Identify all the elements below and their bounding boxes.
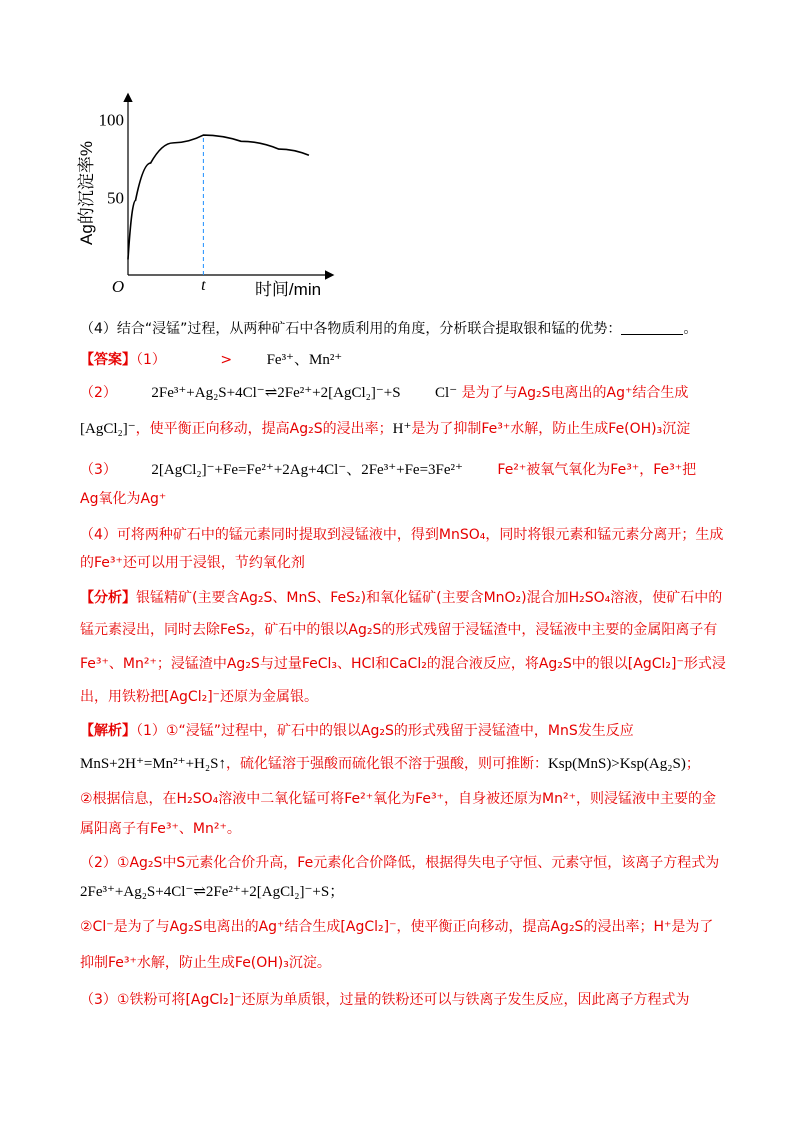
- answer-line-6: [80, 524, 723, 544]
- explain-text-3: ②根据信息，在H₂SO₄溶液中二氧化锰可将Fe²⁺氧化为Fe³⁺，自身被还原为Mn²⁺，则浸锰液中主要的金: [80, 791, 716, 807]
- analysis-text-3: Fe³⁺、Mn²⁺；浸锰渣中Ag₂S与过量FeCl₃、HCl和CaCl₂的混合液反应，将Ag₂S中的银以[AgCl₂]⁻形式浸: [80, 656, 726, 672]
- answer-number-1: （1）: [136, 352, 166, 368]
- answer-number-2: （2）: [80, 385, 117, 401]
- answer-3-text-1: Fe²⁺被氧气氧化为Fe³⁺，Fe³⁺把: [497, 462, 697, 478]
- answer-line-3: [80, 418, 690, 438]
- answer-2-cl: Cl⁻: [435, 385, 458, 401]
- analysis-text-4: 出，用铁粉把[AgCl₂]⁻还原为金属银。: [80, 689, 319, 705]
- answer-line-1: [80, 348, 342, 369]
- y-tick-100: 100: [98, 110, 124, 130]
- explain-text-4: 属阳离子有Fe³⁺、Mn²⁺。: [80, 821, 241, 837]
- answer-line-5: [80, 488, 166, 508]
- answer-2-text-2: ，使平衡正向移动，提高Ag₂S的浸出率；: [135, 421, 393, 437]
- explain-line-7: [80, 916, 713, 936]
- explain-equation-2: 2Fe³⁺+Ag₂S+4Cl⁻⇌2Fe²⁺+2[AgCl₂]⁻+S；: [80, 884, 345, 900]
- answer-2-equation: 2Fe³⁺+Ag₂S+4Cl⁻⇌2Fe²⁺+2[AgCl₂]⁻+S: [151, 385, 401, 401]
- y-axis-label: Ag的沉淀率%: [77, 141, 96, 245]
- explain-equation-mns: MnS+2H⁺=Mn²⁺+H₂S↑: [80, 756, 226, 772]
- x-axis-label: 时间/min: [254, 280, 322, 299]
- answer-2-agcl2: [AgCl₂]⁻: [80, 421, 136, 437]
- analysis-line-1: [80, 587, 722, 607]
- analysis-line-2: [80, 619, 717, 639]
- explain-text-9: （3）①铁粉可将[AgCl₂]⁻还原为单质银，过量的铁粉还可以与铁离子发生反应，因此离子方程式为: [80, 992, 690, 1008]
- answer-2-h: H⁺: [392, 421, 412, 437]
- precipitation-rate-chart: [60, 85, 340, 305]
- explain-text-7: ②Cl⁻是为了与Ag₂S电离出的Ag⁺结合生成[AgCl₂]⁻，使平衡正向移动，提高Ag₂S的浸出率；H⁺是为了: [80, 919, 714, 935]
- answer-label: 【答案】: [80, 352, 136, 368]
- answer-2-text-3: 是为了抑制Fe³⁺水解，防止生成Fe(OH)₃沉淀: [411, 421, 691, 437]
- explain-line-4: [80, 818, 241, 838]
- explain-semicolon: ；: [685, 756, 700, 772]
- explain-line-6: [80, 880, 344, 901]
- answer-line-7: [80, 552, 305, 572]
- analysis-text-1: 银锰精矿(主要含Ag₂S、MnS、FeS₂)和氧化锰矿(主要含MnO₂)混合加H₂SO₄溶液，使矿石中的: [136, 590, 723, 606]
- explain-text-5: （2）①Ag₂S中S元素化合价升高，Fe元素化合价降低，根据得失电子守恒、元素守恒，该离子方程式为: [80, 855, 720, 871]
- origin-label: O: [111, 277, 125, 296]
- answer-1-symbol: >: [220, 352, 233, 368]
- explain-ksp: Ksp(MnS)>Ksp(Ag₂S): [547, 756, 686, 772]
- answer-4-line-2: 的Fe³⁺还可以用于浸银，节约氧化剂: [80, 555, 305, 571]
- explain-label: 【解析】: [80, 723, 136, 739]
- answer-1-ions: Fe³⁺、Mn²⁺: [266, 352, 343, 368]
- answer-4-line-1: （4）可将两种矿石中的锰元素同时提取到浸锰液中，得到MnSO₄，同时将银元素和锰元素分离开；生成: [80, 527, 724, 543]
- question-4: [80, 318, 697, 338]
- analysis-label: 【分析】: [80, 590, 136, 606]
- answer-blank: [621, 334, 683, 335]
- explain-line-1: [80, 720, 634, 740]
- explain-text-2: ，硫化锰溶于强酸而硫化银不溶于强酸，则可推断：: [225, 756, 548, 772]
- t-label: t: [201, 277, 206, 294]
- y-tick-50: 50: [107, 188, 124, 208]
- explain-text-8: 抑制Fe³⁺水解，防止生成Fe(OH)₃沉淀。: [80, 955, 331, 971]
- analysis-text-2: 锰元素浸出，同时去除FeS₂，矿石中的银以Ag₂S的形式残留于浸锰渣中，浸锰液中主要的金属阳离子有: [80, 622, 718, 638]
- explain-text-1: （1）①“浸锰”过程中，矿石中的银以Ag₂S的形式残留于浸锰渣中，MnS发生反应: [136, 723, 634, 739]
- series-line: [128, 135, 309, 259]
- analysis-line-3: [80, 653, 726, 673]
- answer-2-text-1: 是为了与Ag₂S电离出的Ag⁺结合生成: [461, 385, 689, 401]
- question-4-end: 。: [683, 321, 698, 337]
- answer-3-text-2: Ag氧化为Ag⁺: [80, 491, 167, 507]
- answer-3-equation-b: 、2Fe³⁺+Fe=3Fe²⁺: [346, 462, 463, 478]
- analysis-line-4: [80, 686, 318, 706]
- explain-line-2: [80, 753, 700, 773]
- question-4-text: （4）结合“浸锰”过程，从两种矿石中各物质利用的角度，分析联合提取银和锰的优势：: [80, 321, 622, 337]
- explain-line-8: [80, 952, 331, 972]
- answer-3-equation-a: 2[AgCl₂]⁻+Fe=Fe²⁺+2Ag+4Cl⁻: [151, 462, 347, 478]
- answer-number-3: （3）: [80, 462, 117, 478]
- explain-line-5: [80, 852, 719, 872]
- answer-line-4: [80, 458, 696, 479]
- answer-line-2: [80, 382, 688, 402]
- explain-line-9: [80, 989, 690, 1009]
- explain-line-3: [80, 788, 716, 808]
